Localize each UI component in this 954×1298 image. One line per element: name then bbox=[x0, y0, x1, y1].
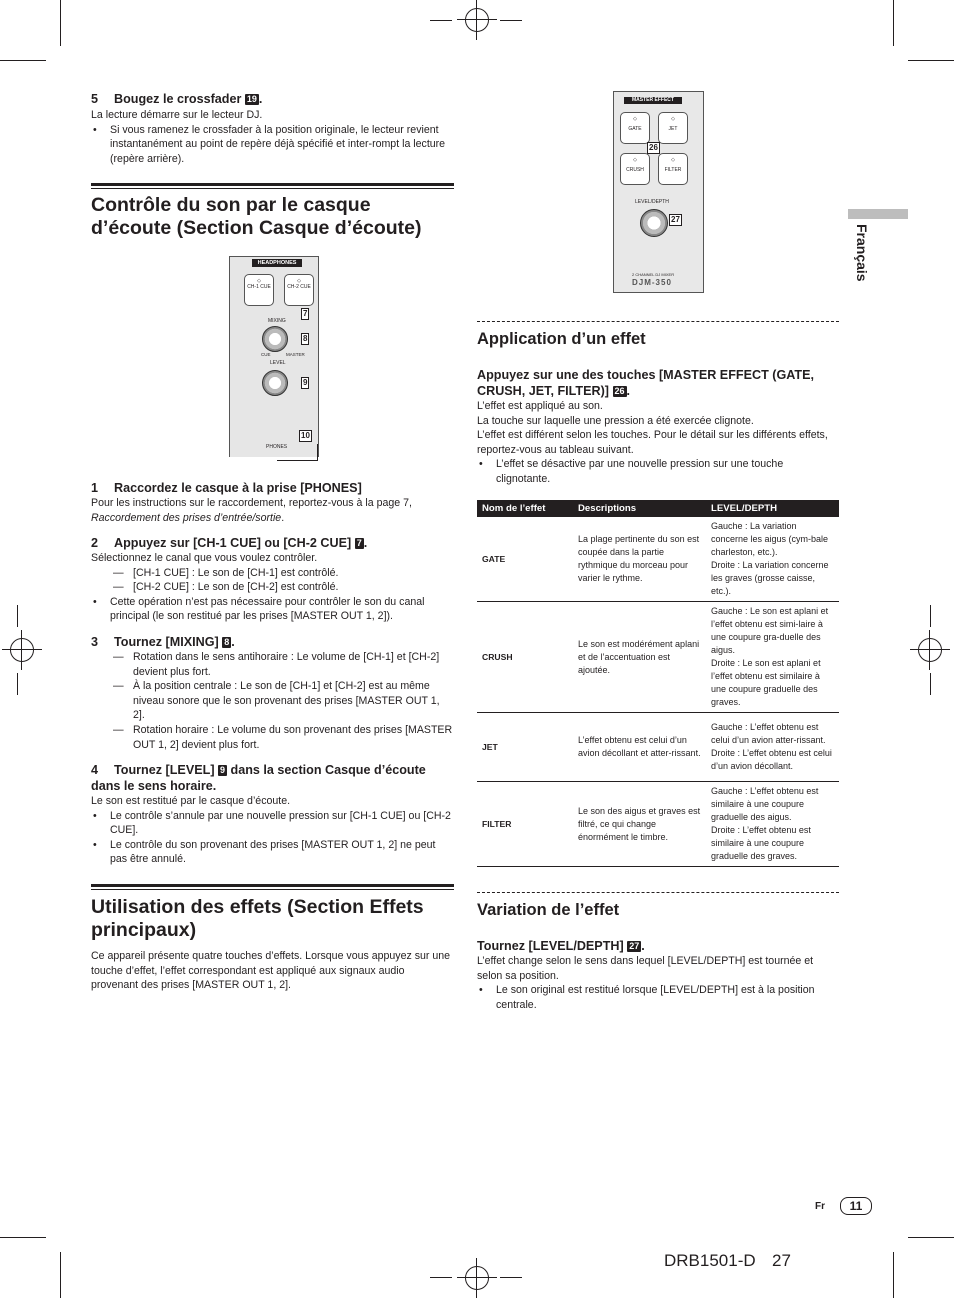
document-code: DRB1501-D bbox=[664, 1251, 756, 1270]
callout-10: 10 bbox=[301, 431, 310, 440]
callout-7: 7 bbox=[303, 309, 308, 318]
variation-heading: Tournez [LEVEL/DEPTH] 27 . bbox=[477, 939, 645, 953]
master-label: MASTER bbox=[286, 352, 305, 357]
step-3: 3 Tournez [MIXING] 8 . — Rotation dans le sens antihoraire : Le volume de [CH-1] et [CH-2] devient plus fort. — À la position centrale : Le son de [CH-1] et [CH-2] est au même niveau sonore que le son provenant des prises [MASTER OUT 1, 2]. — Rotation horaire : Le volume du son provenant des prises [MASTER OUT 1, 2] devient plus fort. bbox=[91, 634, 454, 752]
callout-badge: 7 bbox=[356, 538, 362, 548]
step-2-text: Sélectionnez le canal que vous voulez contrôler. bbox=[91, 552, 318, 564]
callout-badge: 9 bbox=[220, 765, 226, 775]
section-title-variation: Variation de l’effet bbox=[477, 901, 620, 919]
filter-button[interactable]: ◇ FILTER bbox=[658, 153, 688, 185]
apply-effect-line-3: L’effet est différent selon les touches. Pour le détail sur les différents effets, reportez-vous au tableau suivant. bbox=[477, 429, 828, 456]
crop-mark bbox=[0, 60, 46, 61]
ch2-cue-button[interactable]: ◇ CH-2 CUE bbox=[284, 274, 314, 306]
master-effect-panel-figure bbox=[613, 91, 704, 293]
crop-mark bbox=[60, 0, 61, 46]
step-1-heading: Raccordez le casque à la prise [PHONES] bbox=[114, 481, 362, 495]
section-title-apply-effect: Application d’un effet bbox=[477, 330, 646, 348]
apply-effect-heading: Appuyez sur une des touches [MASTER EFFECT (GATE, CRUSH, JET, FILTER)] 26 . bbox=[477, 368, 815, 398]
crop-mark bbox=[893, 0, 894, 46]
step-5 bbox=[91, 91, 454, 166]
effect-name: CRUSH bbox=[477, 602, 573, 713]
effect-description: L’effet obtenu est celui d’un avion décollant et atter-rissant. bbox=[573, 713, 706, 782]
step-2-dash-1: — [CH-1 CUE] : Le son de [CH-1] est contrôlé. bbox=[91, 566, 454, 581]
registration-mark bbox=[457, 0, 497, 40]
callout-9: 9 bbox=[303, 378, 308, 387]
jet-button[interactable]: ◇ JET bbox=[658, 112, 688, 144]
effect-description: Le son est modérément aplani et de l’accentuation est ajoutée. bbox=[573, 602, 706, 713]
callout-badge: 26 bbox=[614, 386, 625, 396]
section-title-effects: Utilisation des effets (Section Effets principaux) bbox=[91, 896, 424, 941]
level-label: LEVEL bbox=[270, 360, 286, 366]
crop-mark bbox=[908, 1237, 954, 1238]
section-rule bbox=[91, 188, 454, 189]
step-2: 2 Appuyez sur [CH-1 CUE] ou [CH-2 CUE] 7 . Sélectionnez le canal que vous voulez contrôler. — [CH-1 CUE] : Le son de [CH-1] est contrôlé. — [CH-2 CUE] : Le son de [CH-2] est contrôlé. • Cette opération n’est pas nécessaire pour contrôler le son du canal principal (le son restitué par les prises [MASTER OUT 1, 2]). bbox=[91, 535, 454, 624]
table-row bbox=[477, 782, 839, 867]
crop-mark bbox=[17, 673, 18, 695]
gate-button[interactable]: ◇ GATE bbox=[620, 112, 650, 144]
effect-description: Le son des aigus et graves est filtré, ce qui change énormément le timbre. bbox=[573, 782, 706, 867]
registration-mark bbox=[457, 1258, 497, 1298]
callout-badge: 8 bbox=[224, 637, 230, 647]
callout-8: 8 bbox=[303, 334, 308, 343]
crop-mark bbox=[500, 1277, 522, 1278]
table-header-descriptions: Descriptions bbox=[573, 500, 706, 517]
effect-level-depth: Gauche : La variation concerne les aigus (cym-bale charleston, etc.). Droite : La variation concerne les graves (grosse caisse, etc.). bbox=[706, 517, 839, 602]
effect-name: GATE bbox=[477, 517, 573, 602]
step-1-text: Pour les instructions sur le raccordement, reportez-vous à la page 7, bbox=[91, 497, 412, 509]
phones-jack-outline bbox=[277, 444, 318, 461]
step-3-dash-1: — Rotation dans le sens antihoraire : Le volume de [CH-1] et [CH-2] devient plus fort. bbox=[91, 650, 454, 679]
callout-badge: 19 bbox=[246, 94, 257, 104]
crop-mark bbox=[0, 1237, 46, 1238]
crop-mark bbox=[908, 60, 954, 61]
step-4-bullet-2: • Le contrôle du son provenant des prises [MASTER OUT 1, 2] ne peut pas être annulé. bbox=[91, 838, 454, 867]
effect-level-depth: Gauche : L’effet obtenu est similaire à une coupure graduelle des aigus. Droite : L’effet obtenu est similaire à une coupure graduelle des graves. bbox=[706, 782, 839, 867]
step-1-reference: Raccordement des prises d’entrée/sortie bbox=[91, 511, 282, 524]
step-3-dash-3: — Rotation horaire : Le volume du son provenant des prises [MASTER OUT 1, 2] devient plus fort. bbox=[91, 723, 454, 752]
step-4-heading: 4 Tournez [LEVEL] 9 dans la section Casque d’écoute dans le sens horaire. bbox=[91, 763, 426, 793]
step-4-bullet-1: • Le contrôle s’annule par une nouvelle pression sur [CH-1 CUE] ou [CH-2 CUE]. bbox=[91, 809, 454, 838]
language-tab bbox=[848, 209, 908, 219]
effect-name: FILTER bbox=[477, 782, 573, 867]
table-header-level-depth: LEVEL/DEPTH bbox=[706, 500, 839, 517]
step-3-dash-2: — À la position centrale : Le son de [CH-1] et [CH-2] est au même niveau sonore que le son provenant des prises [MASTER OUT 1, 2]. bbox=[91, 679, 454, 723]
table-row bbox=[477, 517, 839, 602]
effect-name: JET bbox=[477, 713, 573, 782]
crop-mark bbox=[893, 1252, 894, 1298]
section-rule bbox=[91, 884, 454, 887]
table-row bbox=[477, 713, 839, 782]
model-name: DJM-350 bbox=[632, 278, 672, 287]
step-1: 1 Raccordez le casque à la prise [PHONES] Pour les instructions sur le raccordement, reportez-vous à la page 7, Raccordement des prises d’entrée/sortie. bbox=[91, 481, 412, 524]
mixing-knob[interactable] bbox=[262, 326, 288, 352]
step-5-heading: 5 Bougez le crossfader 19 . bbox=[91, 92, 263, 106]
apply-effect-line-2: La touche sur laquelle une pression a été exercée clignote. bbox=[477, 414, 754, 427]
registration-mark bbox=[2, 630, 42, 670]
step-2-dash-2: — [CH-2 CUE] : Le son de [CH-2] est contrôlé. bbox=[91, 580, 454, 595]
effect-description: La plage pertinente du son est coupée dans la partie rythmique du morceau pour varier le rythme. bbox=[573, 517, 706, 602]
apply-effect-bullet: • L’effet se désactive par une nouvelle pression sur une touche clignotante. bbox=[477, 457, 839, 486]
callout-26: 26 bbox=[649, 143, 658, 152]
step-2-bullet: • Cette opération n’est pas nécessaire pour contrôler le son du canal principal (le son restitué par les prises [MASTER OUT 1, 2]). bbox=[91, 595, 454, 624]
effects-intro-text: Ce appareil présente quatre touches d’effets. Lorsque vous appuyez sur une touche d’effet, l’effet correspondant est appliqué aux signaux audio provenant des prises [MASTER OUT 1, 2]. bbox=[91, 950, 451, 992]
section-dashed-rule bbox=[477, 892, 839, 893]
effect-level-depth: Gauche : L’effet obtenu est celui d’un avion atter-rissant. Droite : L’effet obtenu est celui d’un avion décollant. bbox=[706, 713, 839, 782]
apply-effect-block bbox=[477, 367, 839, 487]
language-side-label: Français bbox=[854, 224, 870, 282]
variation-text: L’effet change selon le sens dans lequel [LEVEL/DEPTH] est tournée et selon sa position. bbox=[477, 955, 814, 982]
footer-language: Fr bbox=[815, 1201, 825, 1212]
level-depth-label: LEVEL/DEPTH bbox=[635, 199, 669, 205]
crop-mark bbox=[930, 673, 931, 695]
step-4-text: Le son est restitué par le casque d’écoute. bbox=[91, 795, 291, 807]
ch1-cue-button[interactable]: ◇ CH-1 CUE bbox=[244, 274, 274, 306]
variation-bullet: • Le son original est restitué lorsque [LEVEL/DEPTH] est à la position centrale. bbox=[477, 983, 839, 1012]
master-effect-label: MASTER EFFECT bbox=[624, 97, 682, 104]
level-depth-knob[interactable] bbox=[640, 209, 668, 237]
mixing-label: MIXING bbox=[268, 318, 286, 324]
table-header-name: Nom de l’effet bbox=[477, 500, 573, 517]
cue-label: CUE bbox=[261, 352, 271, 357]
step-5-text: La lecture démarre sur le lecteur DJ. bbox=[91, 109, 263, 121]
crush-button[interactable]: ◇ CRUSH bbox=[620, 153, 650, 185]
section-rule bbox=[91, 183, 454, 186]
step-3-heading: Tournez [MIXING] bbox=[114, 635, 219, 649]
effects-table bbox=[477, 500, 839, 867]
language-side-label-box bbox=[848, 224, 870, 284]
level-knob[interactable] bbox=[262, 370, 288, 396]
section-title-headphones: Contrôle du son par le casque d’écoute (Section Casque d’écoute) bbox=[91, 194, 422, 239]
model-caption: 2 CHANNEL DJ MIXER bbox=[632, 272, 675, 277]
step-2-heading: Appuyez sur [CH-1 CUE] ou [CH-2 CUE] bbox=[114, 536, 352, 550]
crop-mark bbox=[60, 1252, 61, 1298]
step-5-bullet: • Si vous ramenez le crossfader à la position originale, le lecteur revient instantanément au point de repère déjà spécifié et inter-rompt la lecture (repère arrière). bbox=[91, 123, 454, 167]
page-number: 11 bbox=[840, 1197, 872, 1215]
effect-level-depth: Gauche : Le son est aplani et l’effet obtenu est simi-laire à une coupure gra-duelle des aigus. Droite : Le son est aplani et l’effet obtenu est similaire à une coupure graduelle des graves. bbox=[706, 602, 839, 713]
crop-mark bbox=[17, 605, 18, 627]
phones-label: PHONES bbox=[266, 444, 288, 450]
apply-effect-line-1: L’effet est appliqué au son. bbox=[477, 400, 603, 412]
table-row bbox=[477, 602, 839, 713]
crop-mark bbox=[500, 20, 522, 21]
headphones-label: HEADPHONES bbox=[252, 259, 302, 267]
crop-mark bbox=[430, 1277, 452, 1278]
registration-mark bbox=[910, 630, 950, 670]
headphones-panel-figure bbox=[229, 256, 319, 457]
step-4 bbox=[91, 762, 454, 867]
section-dashed-rule bbox=[477, 321, 839, 322]
section-rule bbox=[91, 889, 454, 890]
callout-27: 27 bbox=[671, 215, 680, 224]
document-page: 27 bbox=[772, 1251, 791, 1270]
crop-mark bbox=[430, 20, 452, 21]
callout-badge: 27 bbox=[629, 941, 640, 951]
variation-block bbox=[477, 938, 839, 1012]
crop-mark bbox=[930, 605, 931, 627]
